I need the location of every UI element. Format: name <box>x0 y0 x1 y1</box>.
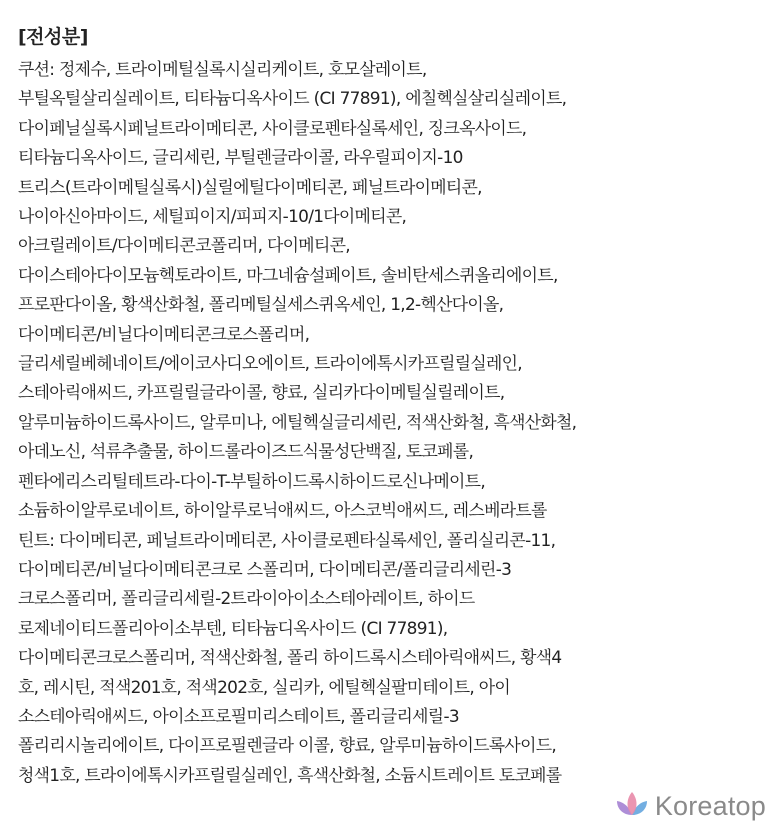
ingredient-line: 글리세릴베헤네이트/에이코사디오에이트, 트라이에톡시카프릴릴실레인, <box>18 354 522 375</box>
lotus-icon <box>615 789 649 823</box>
document-title: [전성분] <box>18 26 88 48</box>
ingredient-line: 나이아신아마이드, 세틸피이지/피피지-10/1다이메티콘, <box>18 207 407 228</box>
ingredient-line: 쿠션: 정제수, 트라이메틸실록시실리케이트, 호모살레이트, <box>18 60 427 80</box>
ingredient-line: 다이메티콘/비닐다이메티콘크로 스폴리머, 다이메티콘/폴리글리세린-3 <box>18 559 512 580</box>
ingredient-line: 다이메티콘/비닐다이메티콘크로스폴리머, <box>18 324 310 345</box>
ingredient-line: 크로스폴리머, 폴리글리세릴-2트라이아이소스테아레이트, 하이드 <box>18 589 475 610</box>
ingredients-document <box>18 22 774 791</box>
ingredient-line: 호, 레시틴, 적색201호, 적색202호, 실리카, 에틸헥실팔미테이트, 아이 <box>18 677 510 698</box>
ingredient-line: 로제네이티드폴리아이소부텐, 티타늄디옥사이드 (CI 77891), <box>18 618 448 639</box>
ingredient-list <box>18 56 774 791</box>
ingredient-line: 아크릴레이트/다이메티콘코폴리머, 다이메티콘, <box>18 236 350 257</box>
koreatop-watermark <box>615 789 766 823</box>
ingredient-line: 다이메티콘크로스폴리머, 적색산화철, 폴리 하이드록시스테아릭애씨드, 황색4 <box>18 648 562 669</box>
ingredient-line: 폴리리시놀리에이트, 다이프로필렌글라 이콜, 향료, 알루미늄하이드록사이드, <box>18 736 557 757</box>
ingredient-line: 소스테아릭애씨드, 아이소프로필미리스테이트, 폴리글리세릴-3 <box>18 706 459 727</box>
ingredient-line: 부틸옥틸살리실레이트, 티타늄디옥사이드 (CI 77891), 에칠헥실살리실레이트, <box>18 89 567 110</box>
ingredient-line: 다이페닐실록시페닐트라이메티콘, 사이클로펜타실록세인, 징크옥사이드, <box>18 118 527 139</box>
ingredient-line: 펜타에리스리틸테트라-다이-T-부틸하이드록시하이드로신나메이트, <box>18 471 486 492</box>
ingredient-line: 프로판다이올, 황색산화철, 폴리메틸실세스퀴옥세인, 1,2-헥산다이올, <box>18 295 504 316</box>
ingredient-line: 아데노신, 석류추출물, 하이드롤라이즈드식물성단백질, 토코페롤, <box>18 442 474 463</box>
ingredient-line: 트리스(트라이메틸실록시)실릴에틸다이메티콘, 페닐트라이메티콘, <box>18 177 482 198</box>
ingredient-line: 소듐하이알루로네이트, 하이알루로닉애씨드, 아스코빅애씨드, 레스베라트롤 <box>18 501 547 522</box>
ingredient-line: 스테아릭애씨드, 카프릴릴글라이콜, 향료, 실리카다이메틸실릴레이트, <box>18 383 505 404</box>
watermark-text: Koreatop <box>654 790 766 821</box>
ingredient-line: 틴트: 다이메티콘, 페닐트라이메티콘, 사이클로펜타실록세인, 폴리실리콘-11, <box>18 530 556 551</box>
ingredient-line: 알루미늄하이드록사이드, 알루미나, 에틸헥실글리세린, 적색산화철, 흑색산화철, <box>18 412 577 433</box>
ingredient-line: 다이스테아다이모늄헥토라이트, 마그네슘설페이트, 솔비탄세스퀴올리에이트, <box>18 265 558 286</box>
ingredient-line: 청색1호, 트라이에톡시카프릴릴실레인, 흑색산화철, 소듐시트레이트 토코페롤 <box>18 765 562 786</box>
ingredient-line: 티타늄디옥사이드, 글리세린, 부틸렌글라이콜, 라우릴피이지-10 <box>18 148 463 169</box>
